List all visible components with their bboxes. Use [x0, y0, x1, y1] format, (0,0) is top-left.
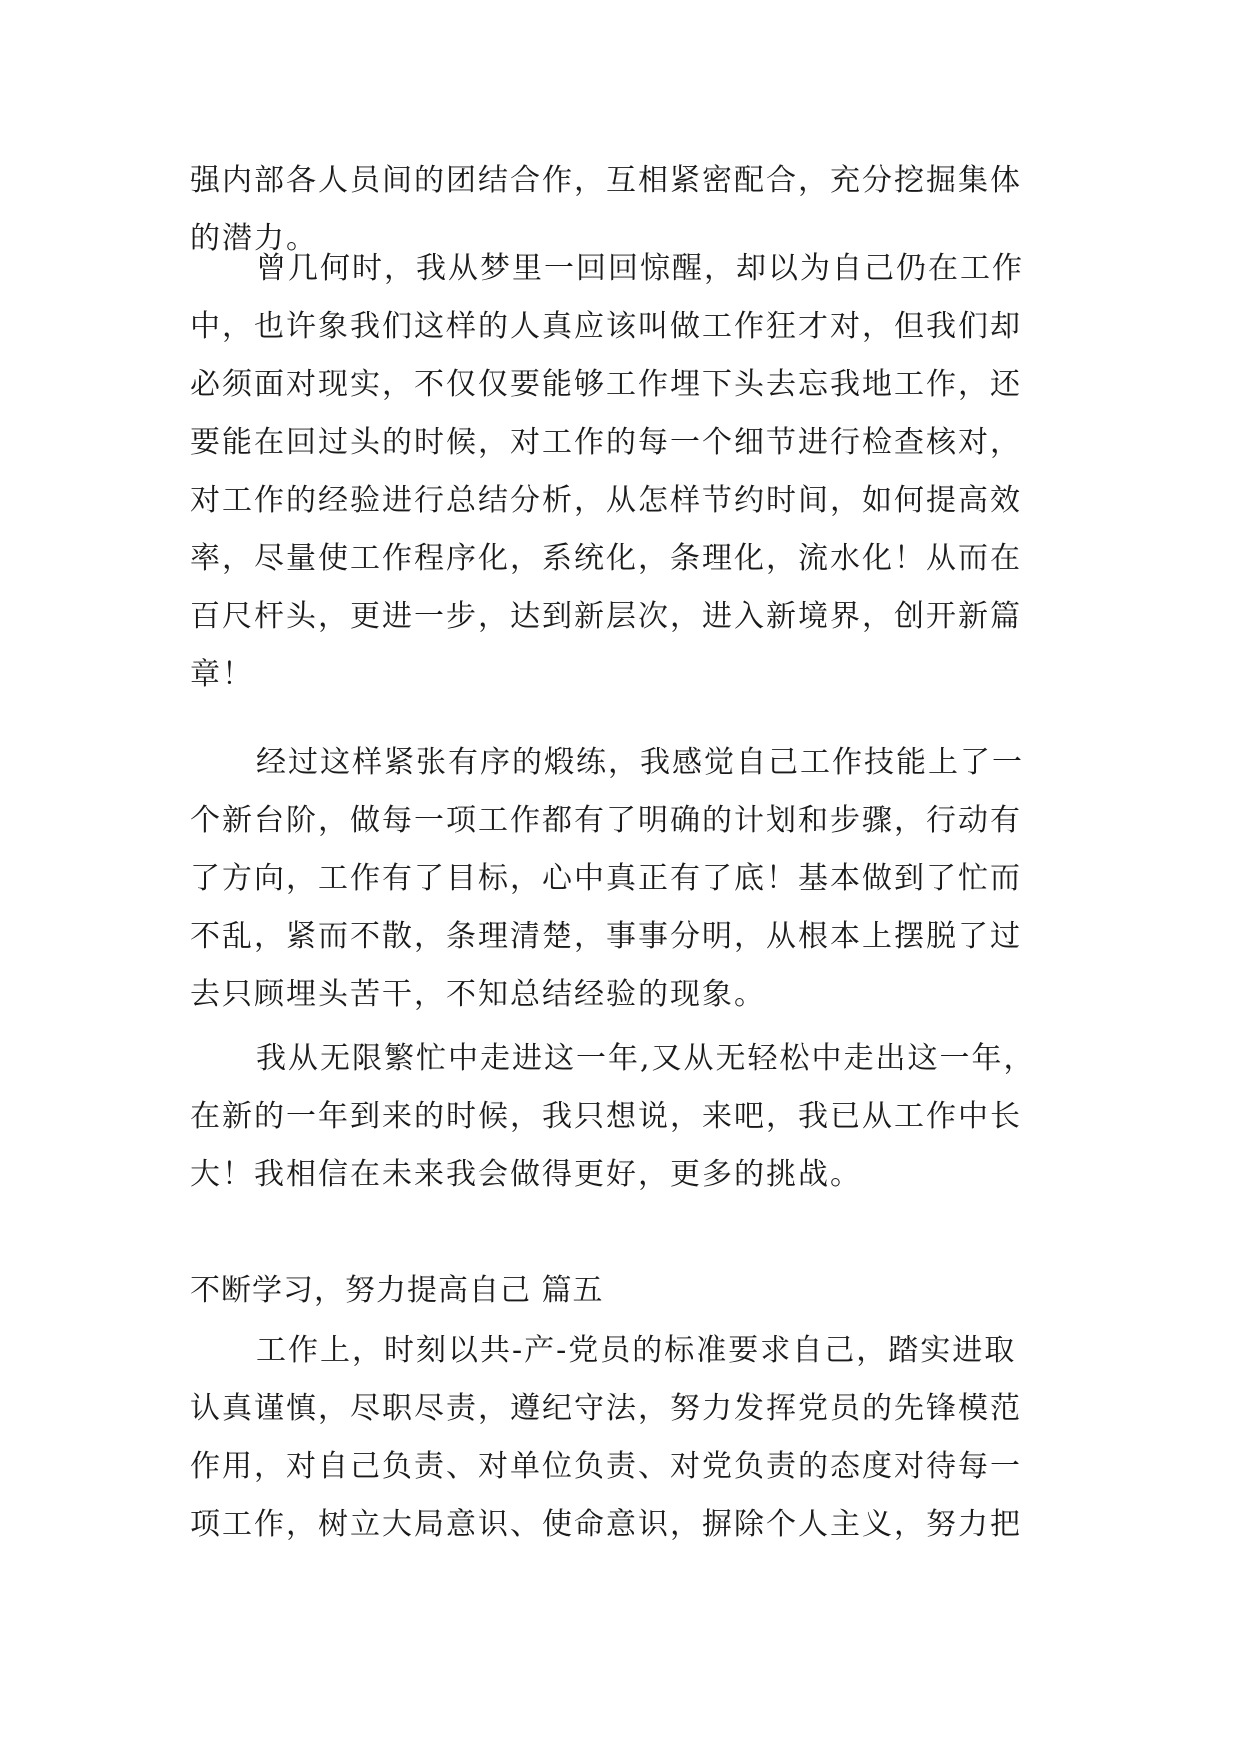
- text-line: 对工作的经验进行总结分析，从怎样节约时间，如何提高效: [190, 483, 1022, 518]
- paragraph-3: [190, 734, 1060, 1024]
- text-line: 个新台阶，做每一项工作都有了明确的计划和步骤，行动有: [190, 803, 1022, 838]
- section-heading: 不断学习，努力提高自己 篇五: [190, 1273, 604, 1308]
- text-line: 工作上，时刻以共-产-党员的标准要求自己，踏实进取: [256, 1333, 1017, 1368]
- text-line: 的潜力。: [190, 221, 318, 256]
- paragraph-5: [190, 1322, 1060, 1554]
- text-line: 率，尽量使工作程序化，系统化，条理化，流水化！从而在: [190, 541, 1022, 576]
- text-line: 作用，对自己负责、对单位负责、对党负责的态度对待每一: [190, 1449, 1022, 1484]
- text-line: 必须面对现实，不仅仅要能够工作埋下头去忘我地工作，还: [190, 367, 1022, 402]
- text-line: 认真谨慎，尽职尽责，遵纪守法，努力发挥党员的先锋模范: [190, 1391, 1022, 1426]
- paragraph-2: [190, 240, 1060, 704]
- text-line: 中，也许象我们这样的人真应该叫做工作狂才对，但我们却: [190, 309, 1022, 344]
- text-line: 我从无限繁忙中走进这一年,又从无轻松中走出这一年，: [256, 1041, 1036, 1076]
- text-line: 大！我相信在未来我会做得更好，更多的挑战。: [190, 1157, 862, 1192]
- text-line: 在新的一年到来的时候，我只想说，来吧，我已从工作中长: [190, 1099, 1022, 1134]
- text-line: 曾几何时，我从梦里一回回惊醒，却以为自己仍在工作: [256, 251, 1024, 286]
- text-line: 去只顾埋头苦干，不知总结经验的现象。: [190, 977, 766, 1012]
- text-line: 不乱，紧而不散，条理清楚，事事分明，从根本上摆脱了过: [190, 919, 1022, 954]
- paragraph-4: [190, 1030, 1060, 1204]
- text-line: 要能在回过头的时候，对工作的每一个细节进行检查核对，: [190, 425, 1022, 460]
- text-line: 了方向，工作有了目标，心中真正有了底！基本做到了忙而: [190, 861, 1022, 896]
- text-line: 百尺杆头，更进一步，达到新层次，进入新境界，创开新篇: [190, 599, 1022, 634]
- section-heading-block: [190, 1262, 1060, 1320]
- text-line: 经过这样紧张有序的煅练，我感觉自己工作技能上了一: [256, 745, 1024, 780]
- text-line: 项工作，树立大局意识、使命意识，摒除个人主义，努力把: [190, 1507, 1022, 1542]
- text-line: 章！: [190, 657, 254, 692]
- text-line: 强内部各人员间的团结合作，互相紧密配合，充分挖掘集体: [190, 163, 1022, 198]
